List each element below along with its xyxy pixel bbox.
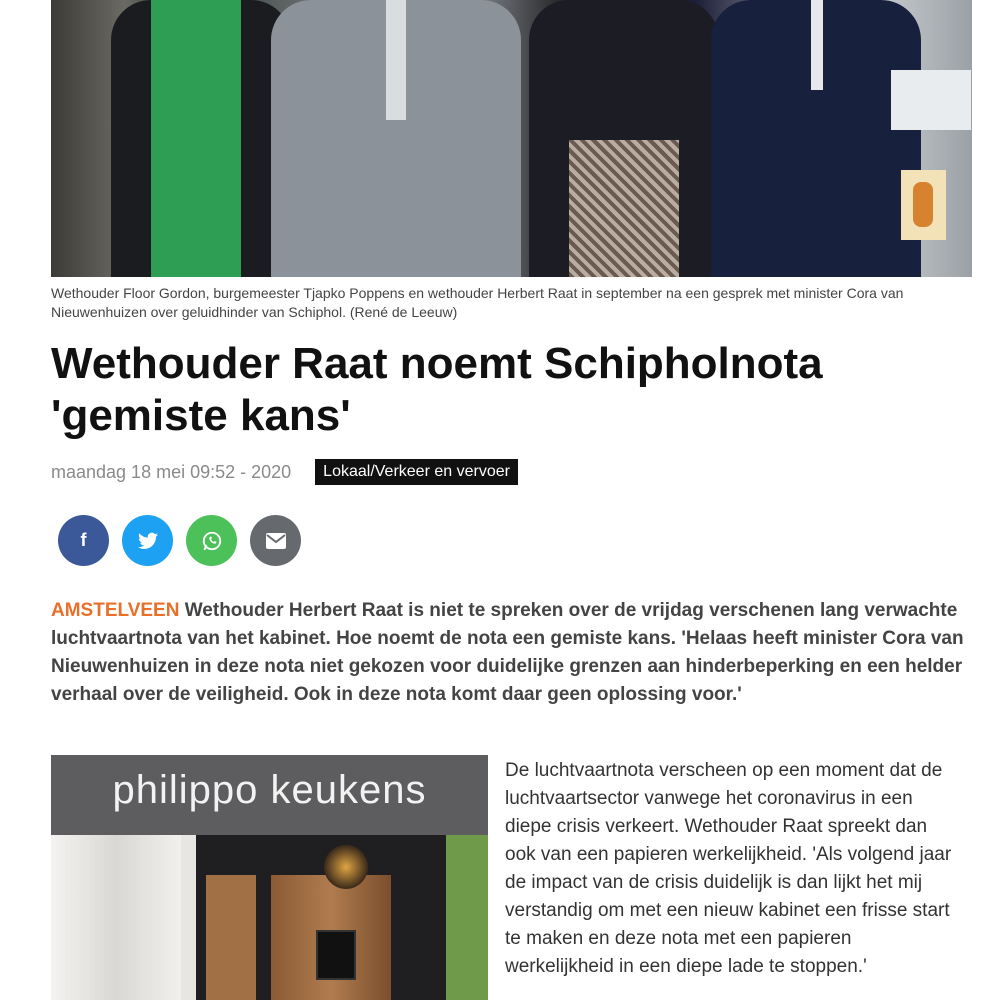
ad-image bbox=[51, 835, 488, 1000]
email-share-button[interactable] bbox=[250, 515, 301, 566]
whatsapp-share-button[interactable] bbox=[186, 515, 237, 566]
article-meta bbox=[51, 458, 518, 486]
email-icon bbox=[266, 533, 286, 549]
page-title: Wethouder Raat noemt Schipholnota 'gemiste kans' bbox=[51, 339, 823, 440]
person-figure bbox=[711, 0, 921, 277]
person-figure bbox=[529, 0, 719, 277]
background-poster bbox=[901, 170, 946, 240]
advertisement[interactable] bbox=[51, 755, 488, 1000]
category-tag[interactable]: Lokaal/Verkeer en vervoer bbox=[315, 459, 518, 485]
person-figure bbox=[271, 0, 521, 277]
facebook-icon: f bbox=[80, 530, 87, 550]
share-buttons bbox=[58, 515, 301, 566]
whatsapp-icon bbox=[201, 530, 223, 552]
lead-text: Wethouder Herbert Raat is niet te spreken over de vrijdag verschenen lang verwachte luchtvaartnota van het kabinet. Hoe noemt de nota een gemiste kans. 'Helaas heeft minister Cora van Nieuwenhuizen in deze nota niet gekozen voor duidelijke grenzen aan hinderbeperking en een helder verhaal over de veiligheid. Ook in deze nota komt daar geen oplossing voor.' bbox=[51, 600, 964, 705]
twitter-icon bbox=[138, 532, 158, 550]
publish-date: maandag 18 mei 09:52 - 2020 bbox=[51, 461, 292, 482]
article-lead bbox=[51, 597, 972, 709]
article-body: De luchtvaartnota verscheen op een moment dat de luchtvaartsector vanwege het coronavirus in een diepe crisis verkeert. Wethouder Raat spreekt dan ook van een papieren werkelijkheid. 'Als volgend jaar de impact van de crisis duidelijk is dan lijkt het mij verstandig om met een nieuw kabinet een frisse start te maken en deze nota met een papieren werkelijkheid in een diepe lade te stoppen.' bbox=[505, 760, 952, 977]
twitter-share-button[interactable] bbox=[122, 515, 173, 566]
photo-caption: Wethouder Floor Gordon, burgemeester Tjapko Poppens en wethouder Herbert Raat in september na een gesprek met minister Cora van Nieuwenhuizen over geluidhinder van Schiphol. (René de Leeuw) bbox=[51, 285, 904, 320]
article-photo bbox=[51, 0, 972, 277]
facebook-share-button[interactable] bbox=[58, 515, 109, 566]
person-figure bbox=[111, 0, 291, 277]
background-sign bbox=[891, 70, 971, 130]
dateline-place: AMSTELVEEN bbox=[51, 600, 180, 621]
ad-brand: philippo keukens bbox=[112, 768, 427, 812]
